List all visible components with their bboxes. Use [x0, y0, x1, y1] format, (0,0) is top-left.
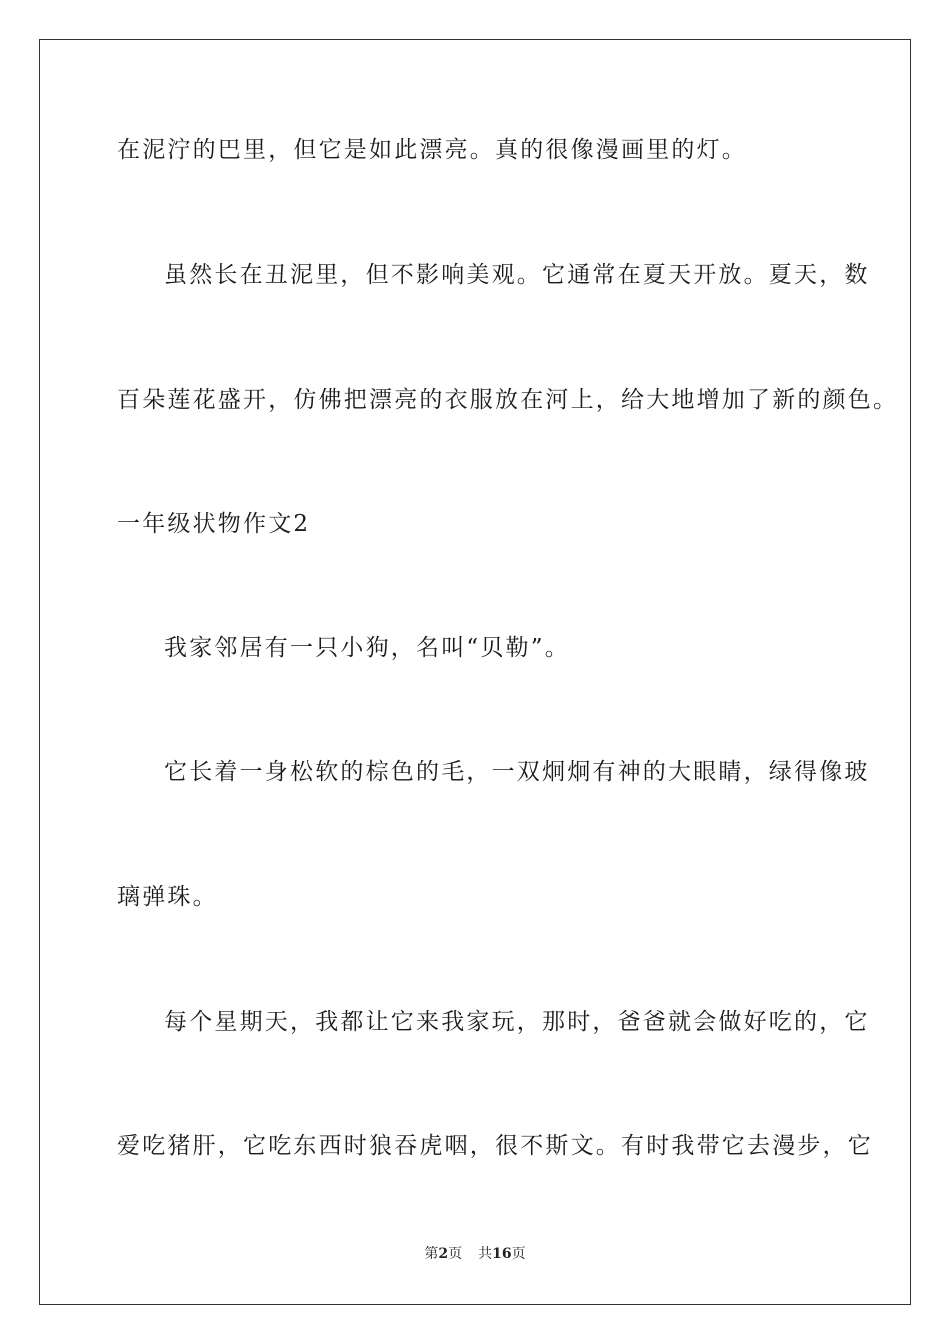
text-line-2: 虽然长在丑泥里，但不影响美观。它通常在夏天开放。夏天，数 — [164, 262, 870, 288]
text-line-1: 在泥泞的巴里，但它是如此漂亮。真的很像漫画里的灯。 — [117, 137, 747, 163]
footer-total-suffix: 页 — [511, 1246, 526, 1262]
footer-prefix: 第 — [424, 1246, 439, 1262]
text-line-9: 爱吃猪肝，它吃东西时狼吞虎咽，很不斯文。有时我带它去漫步，它 — [117, 1133, 873, 1159]
text-line-8: 每个星期天，我都让它来我家玩，那时，爸爸就会做好吃的，它 — [164, 1009, 870, 1035]
text-line-6: 它长着一身松软的棕色的毛，一双炯炯有神的大眼睛，绿得像玻 — [164, 759, 870, 785]
section-heading: 一年级状物作文2 — [117, 511, 311, 537]
text-line-5: 我家邻居有一只小狗，名叫“贝勒”。 — [164, 635, 570, 661]
footer-page-suffix: 页 — [448, 1246, 463, 1262]
page-footer — [0, 1245, 950, 1263]
current-page-number: 2 — [438, 1246, 449, 1262]
total-page-count: 16 — [492, 1246, 512, 1262]
text-line-7: 璃弹珠。 — [117, 884, 218, 910]
text-line-3: 百朵莲花盛开，仿佛把漂亮的衣服放在河上，给大地增加了新的颜色。 — [117, 387, 899, 413]
footer-total-prefix: 共 — [478, 1246, 493, 1262]
page-border — [39, 39, 911, 1305]
